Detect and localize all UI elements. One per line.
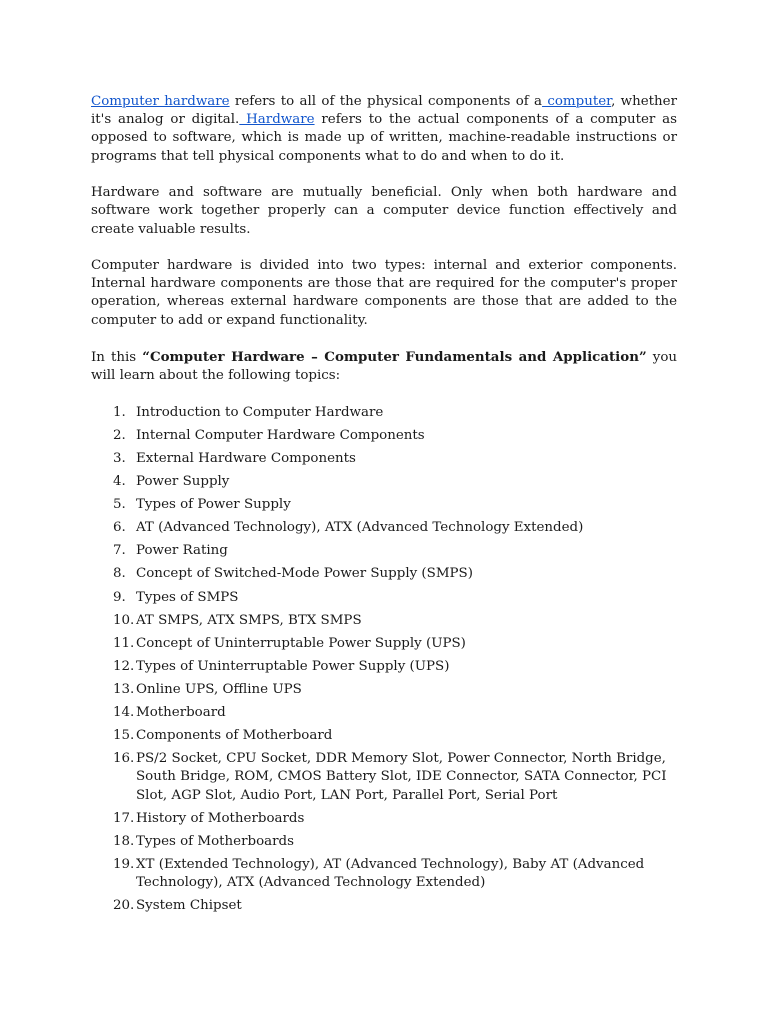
list-item-number: 11. [113,635,135,651]
list-item-text: External Hardware Components [136,451,356,467]
list-item [91,658,677,676]
list-item [91,404,677,422]
list-item-text: XT (Extended Technology), AT (Advanced Technology), Baby AT (Advanced Technology), ATX (Advanced Technology Extended) [136,856,645,891]
topics-intro-paragraph [91,348,677,385]
hardware-types-paragraph: Computer hardware is divided into two types: internal and exterior components. Internal hardware components are those that are required for the computer's proper operation, whereas external hardware components are those that are added to the computer to add or expand functionality. [91,258,677,328]
list-item [91,589,677,607]
list-item [91,897,677,915]
list-item-text: AT (Advanced Technology), ATX (Advanced Technology Extended) [136,520,584,536]
list-item [91,496,677,514]
computer-link[interactable]: computer [542,94,612,109]
list-item [91,810,677,828]
list-item [91,750,677,805]
list-item [91,833,677,851]
intro-text-2: , whether it's analog or digital. [91,94,677,128]
list-item-number: 12. [113,658,135,674]
list-item-text: Concept of Uninterruptable Power Supply (UPS) [136,635,466,651]
list-item-text: Types of Power Supply [136,497,291,513]
list-item [91,473,677,491]
list-item-number: 16. [113,751,135,767]
list-item-text: Types of SMPS [136,589,239,605]
list-item-number: 7. [113,543,126,559]
list-item-number: 10. [113,612,135,628]
list-item [91,565,677,583]
list-item-number: 1. [113,404,126,420]
list-item-text: System Chipset [136,898,242,914]
list-item [91,704,677,722]
list-item [91,612,677,630]
list-item [91,727,677,745]
list-item-text: Online UPS, Offline UPS [136,681,302,697]
list-item-text: History of Motherboards [136,810,305,826]
list-item-number: 18. [113,833,135,849]
list-item-text: Concept of Switched-Mode Power Supply (SMPS) [136,566,473,582]
list-item-number: 6. [113,520,126,536]
intro-text-3: refers to the actual components of a computer as opposed to software, which is made up of written, machine-readable instructions or programs that tell physical components what to do and when to do it. [91,112,677,164]
list-item-text: Motherboard [136,705,226,721]
list-item [91,427,677,445]
list-item [91,519,677,537]
list-item [91,542,677,560]
list-item-number: 13. [113,681,135,697]
list-item [91,856,677,892]
list-item-number: 5. [113,497,126,513]
list-item-number: 2. [113,427,126,443]
list-item-text: Types of Uninterruptable Power Supply (UPS) [136,658,450,674]
list-item-number: 15. [113,728,135,744]
list-item-text: Internal Computer Hardware Components [136,427,425,443]
list-item-number: 20. [113,898,135,914]
list-item [91,635,677,653]
topic-list [91,404,677,916]
list-item [91,450,677,468]
list-item-text: Introduction to Computer Hardware [136,404,384,420]
computer-hardware-link[interactable]: Computer hardware [91,94,230,109]
list-item-number: 19. [113,856,135,872]
list-item-number: 8. [113,566,126,582]
list-item-number: 3. [113,451,126,467]
topics-intro-text-2: you will learn about the following topics: [91,350,678,384]
list-item-number: 17. [113,810,135,826]
hardware-link[interactable]: Hardware [239,112,315,128]
list-item-text: AT SMPS, ATX SMPS, BTX SMPS [136,612,362,628]
list-item-text: Components of Motherboard [136,728,333,744]
list-item-number: 4. [113,474,126,490]
list-item-text: Types of Motherboards [136,833,294,849]
topics-intro-text-1: In this [91,350,143,366]
list-item-text: PS/2 Socket, CPU Socket, DDR Memory Slot, Power Connector, North Bridge, South Bridge, ROM, CMOS Battery Slot, IDE Connector, SATA Connector, PCI Slot, AGP Slot, Audio Port, LAN Port, Parallel Port, Serial Port [136,751,667,803]
intro-paragraph [91,93,677,166]
list-item-text: Power Supply [136,474,230,490]
list-item-text: Power Rating [136,543,228,559]
course-title: “Computer Hardware – Computer Fundamentals and Application” [142,349,647,366]
intro-text-1: refers to all of the physical components of a [229,94,543,109]
document-page [91,93,677,920]
list-item-number: 14. [113,705,135,721]
list-item-number: 9. [113,589,126,605]
list-item [91,681,677,699]
mutual-benefit-paragraph: Hardware and software are mutually beneficial. Only when both hardware and software work together properly can a computer device function effectively and create valuable results. [91,185,677,237]
